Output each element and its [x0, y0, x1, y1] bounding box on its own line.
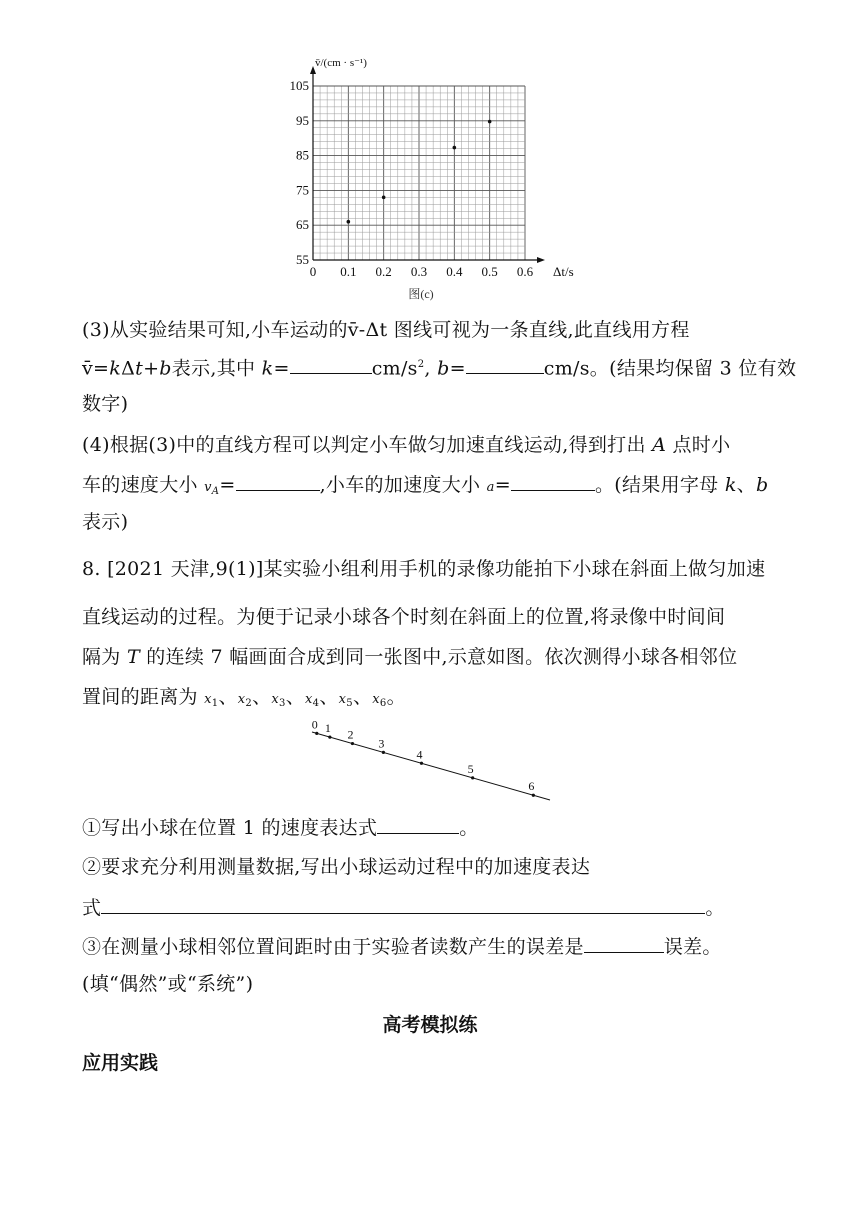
q8-sub: 3: [279, 698, 286, 709]
q3-var-k: k: [261, 357, 274, 380]
q8-line4: [82, 685, 406, 716]
position-label: 6: [528, 779, 535, 794]
q3-var-b: b: [437, 357, 450, 380]
x-tick-label: 0.5: [481, 264, 498, 279]
ball-position-dot: [315, 732, 318, 735]
ball-position-dot: [382, 751, 385, 754]
q4-line3: 表示): [82, 511, 129, 533]
ball-position-dot: [532, 794, 535, 797]
q8-sub1-text: ①写出小球在位置 1 的速度表达式: [82, 817, 378, 839]
q8-sep: 、: [285, 686, 306, 708]
q4-var-k: k: [724, 474, 737, 496]
q4-line1: [82, 433, 730, 457]
q8-sub1: [82, 815, 479, 840]
q4-text: 点时小: [666, 434, 731, 456]
chart-caption: 图(c): [408, 287, 434, 301]
ball-position-dot: [351, 742, 354, 745]
q4-sub-A: A: [211, 486, 220, 497]
q3-var-k: k: [109, 357, 122, 380]
data-point: [453, 146, 457, 150]
q8-var-x: x: [338, 692, 347, 707]
q8-text: 隔为: [82, 646, 127, 668]
q3-text: =: [273, 357, 290, 380]
q8-text: 置间的距离为: [82, 686, 205, 708]
q8-text: 误差。: [663, 936, 722, 958]
q8-text: 。: [459, 817, 479, 839]
x-tick-label: 0.6: [516, 264, 534, 279]
answer-blank-vA[interactable]: [236, 472, 320, 491]
q8-line2: 直线运动的过程。为便于记录小球各个时刻在斜面上的位置,将录像中时间间: [82, 606, 726, 628]
q4-text: =: [494, 474, 511, 496]
y-tick-label: 75: [296, 182, 309, 198]
q8-sep: 、: [218, 686, 238, 708]
answer-blank-k[interactable]: [290, 355, 372, 374]
q4-var-b: b: [755, 474, 769, 496]
q3-line3: 数字): [82, 393, 129, 415]
q8-sub: 1: [211, 698, 219, 709]
data-point: [382, 196, 386, 200]
incline-svg: [300, 716, 560, 806]
y-tick-label: 105: [289, 78, 309, 93]
q8-var-T: T: [126, 646, 140, 668]
q4-line2: [82, 472, 768, 504]
ball-position-dot: [420, 762, 423, 765]
x-axis-label: Δt/s: [553, 264, 574, 279]
ball-position-dot: [328, 736, 331, 739]
y-tick-label: 85: [296, 147, 309, 163]
q8-sub: 6: [379, 698, 387, 709]
y-tick-label: 65: [296, 217, 309, 233]
q8-sep: 、: [352, 686, 373, 708]
y-axis-label: v̄/(cm · s⁻¹): [315, 57, 367, 69]
q4-text: =: [219, 474, 236, 496]
data-point: [488, 120, 492, 124]
q8-var-x: x: [204, 692, 212, 707]
q8-line3: [82, 645, 737, 669]
ball-position-dot: [471, 776, 474, 779]
incline-line: [312, 732, 550, 800]
q4-text: 、: [736, 474, 756, 496]
q4-var-A: A: [652, 434, 667, 456]
q4-text: 车的速度大小: [82, 474, 205, 496]
q3-text: ,: [424, 357, 438, 380]
q8-var-x: x: [237, 692, 246, 707]
q3-text: 表示,其中: [171, 357, 262, 380]
incline-diagram: [300, 716, 560, 806]
q8-text: 式: [82, 897, 102, 919]
answer-blank-error[interactable]: [584, 934, 664, 953]
q8-sub2-b: [82, 895, 725, 920]
q8-sub2: ②要求充分利用测量数据,写出小球运动过程中的加速度表达: [82, 856, 591, 878]
position-label: 0: [311, 717, 318, 732]
x-tick-label: 0.3: [410, 264, 428, 279]
x-tick-label: 0: [309, 264, 317, 279]
section-subtitle: 应用实践: [82, 1052, 159, 1074]
q3-line1: (3)从实验结果可知,小车运动的v̄-Δt 图线可视为一条直线,此直线用方程: [82, 319, 690, 341]
x-tick-label: 0.4: [446, 264, 463, 279]
x-tick-label: 0.2: [375, 264, 392, 279]
x-axis-arrow: [537, 257, 545, 263]
q3-sup: 2: [417, 359, 425, 370]
q8-text: ③在测量小球相邻位置间距时由于实验者读数产生的误差是: [82, 936, 584, 958]
q8-sub3-c: (填“偶然”或“系统”): [82, 973, 254, 995]
q4-var-a: a: [486, 480, 495, 495]
position-label: 3: [378, 736, 385, 751]
q3-var-b: b: [159, 357, 172, 380]
q3-text: Δ: [121, 357, 136, 380]
q8-sub: 2: [245, 698, 253, 709]
position-label: 2: [347, 727, 354, 742]
section-title: 高考模拟练: [382, 1014, 478, 1036]
answer-blank-v1[interactable]: [377, 815, 459, 834]
q8-sub: 4: [312, 698, 320, 709]
q4-text: ,小车的加速度大小: [319, 474, 487, 496]
q8-line1: 8. [2021 天津,9(1)]某实验小组利用手机的录像功能拍下小球在斜面上做匀加速: [82, 558, 766, 580]
velocity-time-chart: [280, 52, 600, 307]
q8-text: 的连续 7 幅画面合成到同一张图中,示意如图。依次测得小球各相邻位: [139, 646, 738, 668]
data-point: [347, 220, 351, 224]
q8-text: 。: [386, 686, 406, 708]
q3-var-t: t: [135, 357, 144, 380]
q3-text: =: [449, 357, 466, 380]
q8-var-x: x: [372, 692, 380, 707]
answer-blank-accel[interactable]: [101, 895, 705, 914]
q4-text: (4)根据(3)中的直线方程可以判定小车做匀加速直线运动,得到打出: [82, 434, 653, 456]
q3-unit: cm/s: [371, 357, 418, 380]
chart-svg: [280, 52, 600, 307]
q8-var-x: x: [271, 692, 280, 707]
q3-text: cm/s。(结果均保留 3 位有效: [543, 357, 797, 380]
q3-text: v̄=: [82, 357, 110, 380]
position-label: 5: [467, 761, 474, 776]
q8-sep: 、: [252, 686, 272, 708]
answer-blank-a[interactable]: [511, 472, 595, 491]
position-label: 4: [416, 747, 423, 762]
answer-blank-b[interactable]: [466, 355, 544, 374]
x-tick-label: 0.1: [340, 264, 357, 279]
q3-line2: [82, 353, 796, 380]
q8-sep: 、: [319, 686, 339, 708]
q8-var-x: x: [305, 692, 313, 707]
y-tick-label: 55: [296, 252, 309, 267]
y-tick-label: 95: [296, 112, 309, 128]
q3-text: +: [143, 357, 160, 380]
q8-text: 。: [705, 897, 725, 919]
q4-text: 。(结果用字母: [594, 474, 725, 496]
q8-sub: 5: [346, 698, 353, 709]
q8-sub3: [82, 934, 722, 959]
position-label: 1: [324, 721, 331, 736]
q4-var-v: v: [204, 480, 212, 495]
